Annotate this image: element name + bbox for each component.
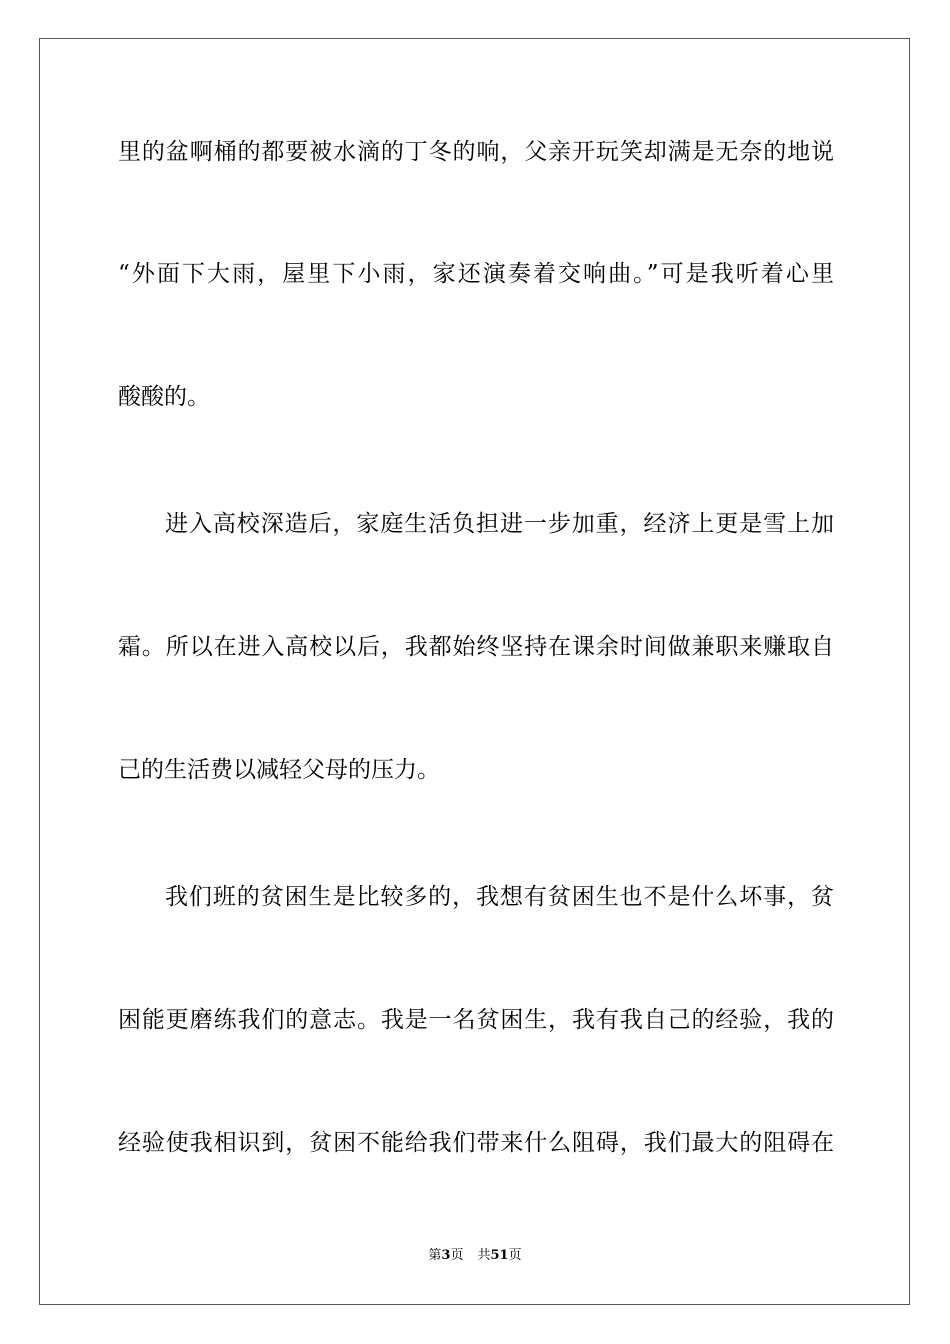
- paragraph-first-line: 进入高校深造后，家庭生活负担进一步加重，经济上更是雪上加: [165, 511, 834, 537]
- paragraph-first-line: 我们班的贫困生是比较多的，我想有贫困生也不是什么坏事，贫: [165, 884, 834, 910]
- text-line: 困能更磨练我们的意志。我是一名贫困生，我有我自己的经验，我的: [118, 1007, 834, 1033]
- text-line: “外面下大雨，屋里下小雨，家还演奏着交响曲。”可是我听着心里: [118, 261, 834, 287]
- text-line: 霜。所以在进入高校以后，我都始终坚持在课余时间做兼职来赚取自: [118, 634, 834, 660]
- page-footer: [0, 1247, 950, 1265]
- total-suffix: 页: [508, 1248, 522, 1263]
- page-suffix: 页: [450, 1248, 464, 1263]
- text-line: 酸酸的。: [118, 384, 210, 410]
- text-line: 己的生活费以减轻父母的压力。: [118, 757, 440, 783]
- page-prefix: 第: [428, 1248, 442, 1263]
- page-border: [39, 38, 910, 1305]
- total-pages: 51: [490, 1248, 509, 1263]
- page-number: 3: [441, 1248, 451, 1263]
- text-line: 经验使我相识到，贫困不能给我们带来什么阻碍，我们最大的阻碍在: [118, 1130, 834, 1156]
- total-prefix: 共: [477, 1248, 491, 1263]
- text-line: 里的盆啊桶的都要被水滴的丁冬的响，父亲开玩笑却满是无奈的地说: [118, 139, 834, 165]
